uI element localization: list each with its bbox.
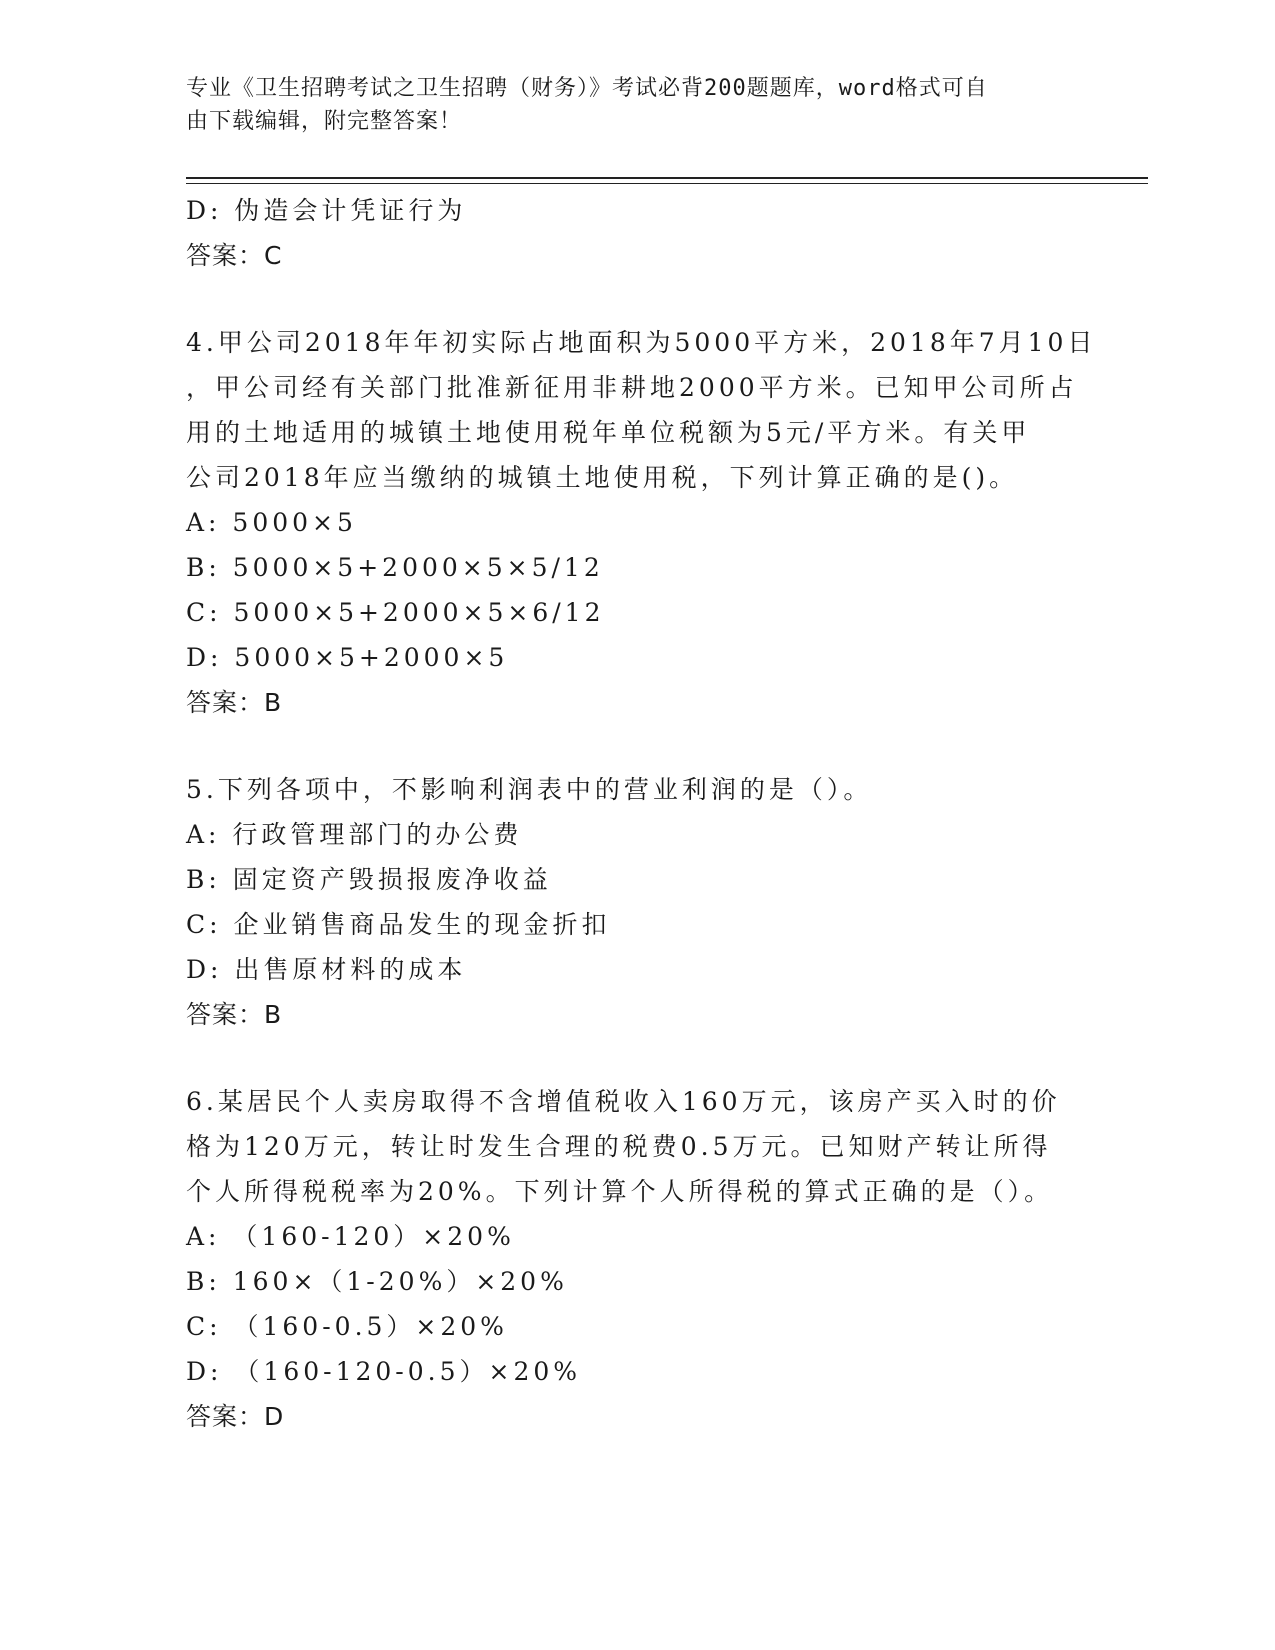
question-4	[186, 320, 1097, 725]
question-stem-line: 个人所得税税率为20%。下列计算个人所得税的算式正确的是（）。	[186, 1177, 1054, 1206]
option-c: C: 企业销售商品发生的现金折扣	[186, 910, 611, 939]
question-list	[186, 188, 1097, 1439]
question-5	[186, 767, 1086, 1037]
spacer	[186, 278, 1086, 320]
answer-line: 答案：C	[186, 241, 283, 270]
question-stem-line: 用的土地适用的城镇土地使用税年单位税额为5元/平方米。有关甲	[186, 418, 1031, 447]
document-header	[186, 72, 1086, 138]
option-d: D: 伪造会计凭证行为	[186, 196, 467, 225]
question-stem-line: 公司2018年应当缴纳的城镇土地使用税，下列计算正确的是()。	[186, 463, 1019, 492]
answer-line: 答案：B	[186, 688, 283, 717]
header-title-line-1: 专业《卫生招聘考试之卫生招聘（财务）》考试必背200题题库，word格式可自	[186, 76, 988, 101]
answer-line: 答案：B	[186, 1000, 283, 1029]
header-divider-thick	[186, 177, 1148, 179]
question-fragment	[186, 188, 1086, 278]
option-d: D: （160-120-0.5）×20%	[186, 1357, 582, 1386]
option-d: D: 出售原材料的成本	[186, 955, 467, 984]
header-divider-thin	[186, 183, 1148, 184]
option-b: B: 5000×5+2000×5×5/12	[186, 553, 604, 582]
option-d: D: 5000×5+2000×5	[186, 643, 509, 672]
option-b: B: 固定资产毁损报废净收益	[186, 865, 552, 894]
option-a: A: 行政管理部门的办公费	[186, 820, 523, 849]
spacer	[186, 1037, 1086, 1079]
option-a: A: （160-120）×20%	[186, 1222, 515, 1251]
question-stem-line: 6.某居民个人卖房取得不含增值税收入160万元，该房产买入时的价	[186, 1087, 1061, 1116]
question-stem-line: 5.下列各项中，不影响利润表中的营业利润的是（）。	[186, 775, 873, 804]
question-stem-line: 格为120万元，转让时发生合理的税费0.5万元。已知财产转让所得	[186, 1132, 1052, 1161]
question-stem-line: ，甲公司经有关部门批准新征用非耕地2000平方米。已知甲公司所占	[186, 373, 1078, 402]
option-c: C: （160-0.5）×20%	[186, 1312, 508, 1341]
question-6	[186, 1079, 1086, 1439]
option-b: B: 160×（1-20%）×20%	[186, 1267, 568, 1296]
question-stem-line: 4.甲公司2018年年初实际占地面积为5000平方米，2018年7月10日	[186, 328, 1097, 357]
header-title-line-2: 由下载编辑，附完整答案！	[186, 109, 463, 134]
option-c: C: 5000×5+2000×5×6/12	[186, 598, 605, 627]
option-a: A: 5000×5	[186, 508, 357, 537]
answer-line: 答案：D	[186, 1402, 285, 1431]
spacer	[186, 725, 1086, 767]
